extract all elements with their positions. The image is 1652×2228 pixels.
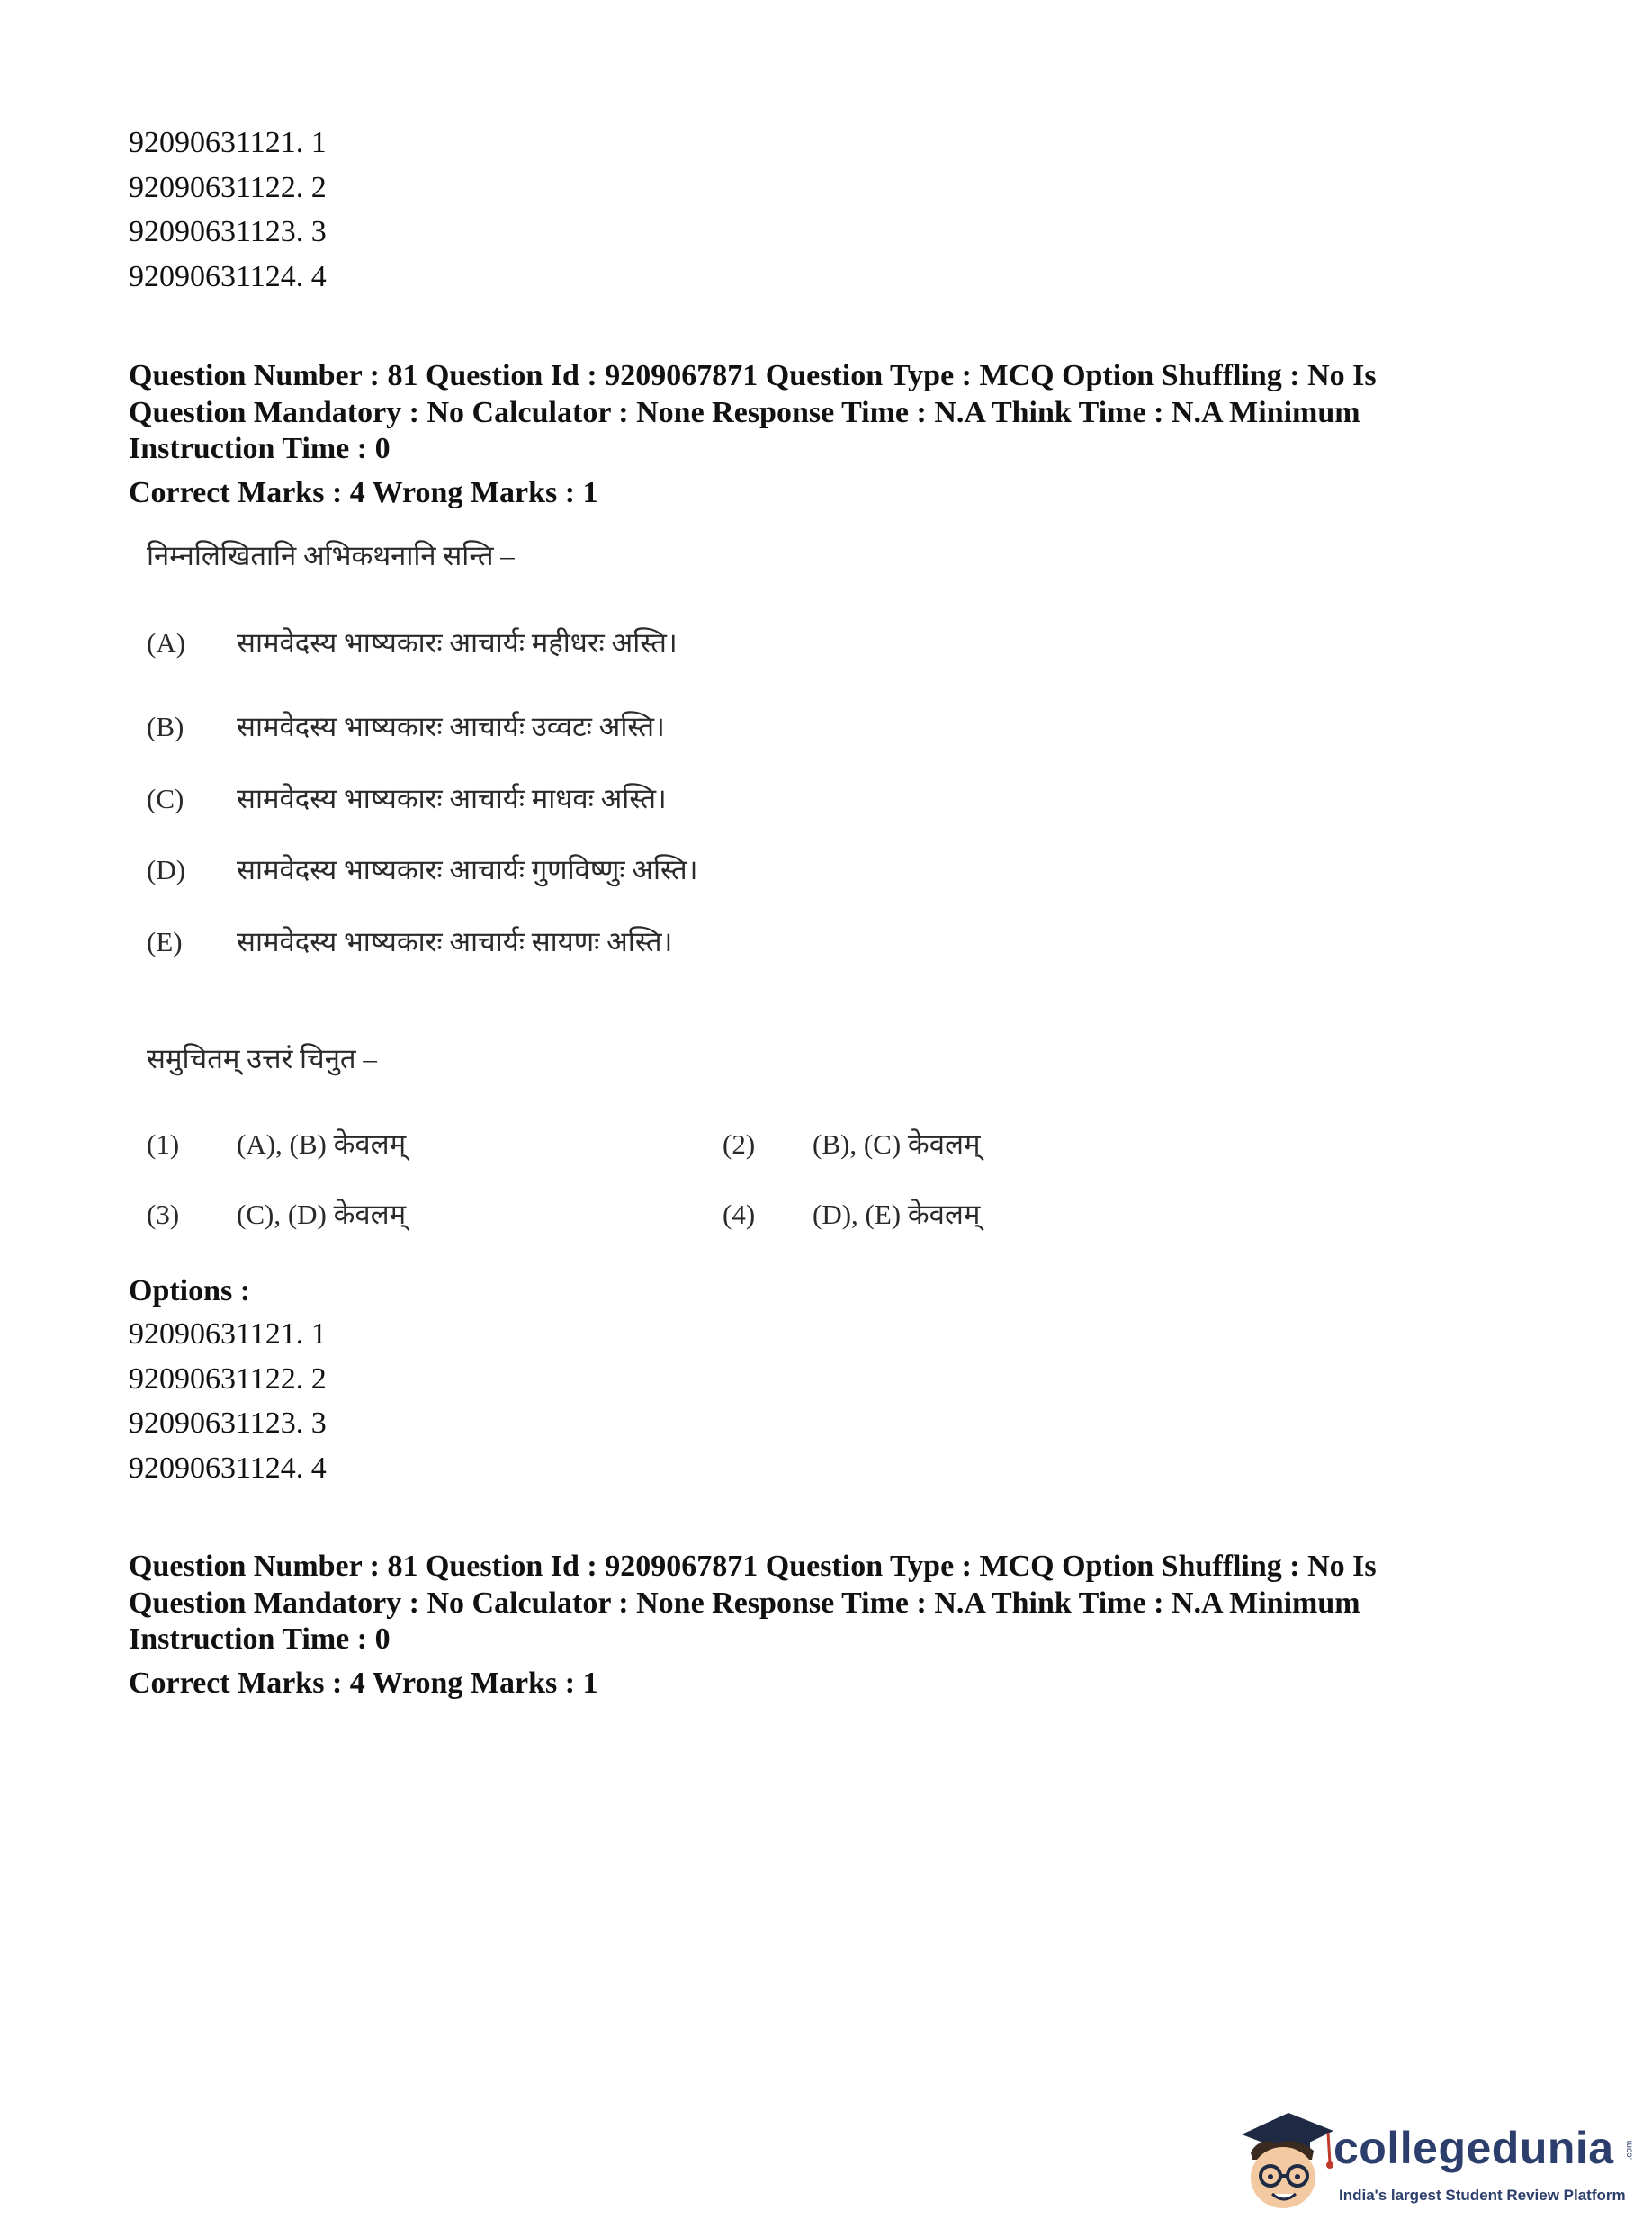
option-line: 92090631123. 3 [129, 1406, 327, 1440]
answer-number: (4) [723, 1199, 756, 1230]
statement-text: सामवेदस्य भाष्यकारः आचार्यः गुणविष्णुः अस्ति। [237, 854, 698, 885]
meta-line: Question Number : 81 Question Id : 9209067871 Question Type : MCQ Option Shuffling : No Is [129, 1550, 1377, 1583]
statement-label: (A) [147, 627, 186, 659]
option-line: 92090631124. 4 [129, 259, 327, 293]
answer-choice [147, 1125, 406, 1163]
options-heading: Options : [129, 1274, 251, 1307]
statement-label: (C) [147, 783, 184, 814]
marks-line: Correct Marks : 4 Wrong Marks : 1 [129, 475, 598, 509]
statement-item [147, 624, 678, 661]
question-intro: निम्नलिखितानि अभिकथनानि सन्ति – [147, 540, 515, 571]
options-list [129, 1312, 327, 1490]
option-line: 92090631121. 1 [129, 1317, 327, 1351]
statement-label: (E) [147, 926, 183, 957]
previous-options-list [129, 121, 327, 299]
statement-text: सामवेदस्य भाष्यकारः आचार्यः उव्वटः अस्ति। [237, 711, 665, 742]
answer-text: (C), (D) केवलम् [237, 1199, 407, 1230]
collegedunia-logo [1224, 2100, 1638, 2217]
statement-item [147, 922, 672, 960]
statement-text: सामवेदस्य भाष्यकारः आचार्यः माधवः अस्ति। [237, 783, 667, 814]
meta-line: Instruction Time : 0 [129, 1622, 391, 1656]
mascot-icon [1224, 2100, 1341, 2217]
question-meta [129, 358, 1532, 511]
meta-line: Question Mandatory : No Calculator : None Response Time : N.A Think Time : N.A Minimum [129, 1586, 1360, 1620]
choose-prompt: समुचितम् उत्तरं चिनुत – [147, 1043, 377, 1074]
statement-text: सामवेदस्य भाष्यकारः आचार्यः सायणः अस्ति। [237, 926, 673, 957]
statement-item [147, 850, 697, 888]
answer-number: (1) [147, 1128, 180, 1160]
meta-line: Question Mandatory : No Calculator : None Response Time : N.A Think Time : N.A Minimum [129, 395, 1360, 429]
option-line: 92090631124. 4 [129, 1451, 327, 1485]
option-line: 92090631123. 3 [129, 215, 327, 248]
answer-text: (D), (E) केवलम् [813, 1199, 981, 1230]
logo-brand: collegedunia [1333, 2123, 1614, 2173]
meta-line: Instruction Time : 0 [129, 432, 391, 465]
answer-number: (3) [147, 1199, 180, 1230]
statement-label: (D) [147, 854, 186, 885]
answer-choice [147, 1195, 406, 1233]
statement-item [147, 707, 665, 745]
answer-choice [723, 1125, 981, 1163]
answer-choice [723, 1195, 980, 1233]
statement-text: सामवेदस्य भाष्यकारः आचार्यः महीधरः अस्ति। [237, 627, 678, 659]
logo-domain-suffix: .com [1624, 2140, 1635, 2161]
option-line: 92090631122. 2 [129, 170, 327, 204]
answer-number: (2) [723, 1128, 756, 1160]
marks-line: Correct Marks : 4 Wrong Marks : 1 [129, 1666, 598, 1700]
answer-text: (A), (B) केवलम् [237, 1128, 407, 1160]
next-question-meta [129, 1549, 1532, 1702]
meta-line: Question Number : 81 Question Id : 9209067871 Question Type : MCQ Option Shuffling : No Is [129, 359, 1377, 392]
statement-label: (B) [147, 711, 184, 742]
statement-item [147, 779, 667, 817]
answer-text: (B), (C) केवलम् [813, 1128, 981, 1160]
option-line: 92090631122. 2 [129, 1361, 327, 1396]
logo-tagline: India's largest Student Review Platform [1339, 2187, 1626, 2204]
option-line: 92090631121. 1 [129, 126, 327, 159]
